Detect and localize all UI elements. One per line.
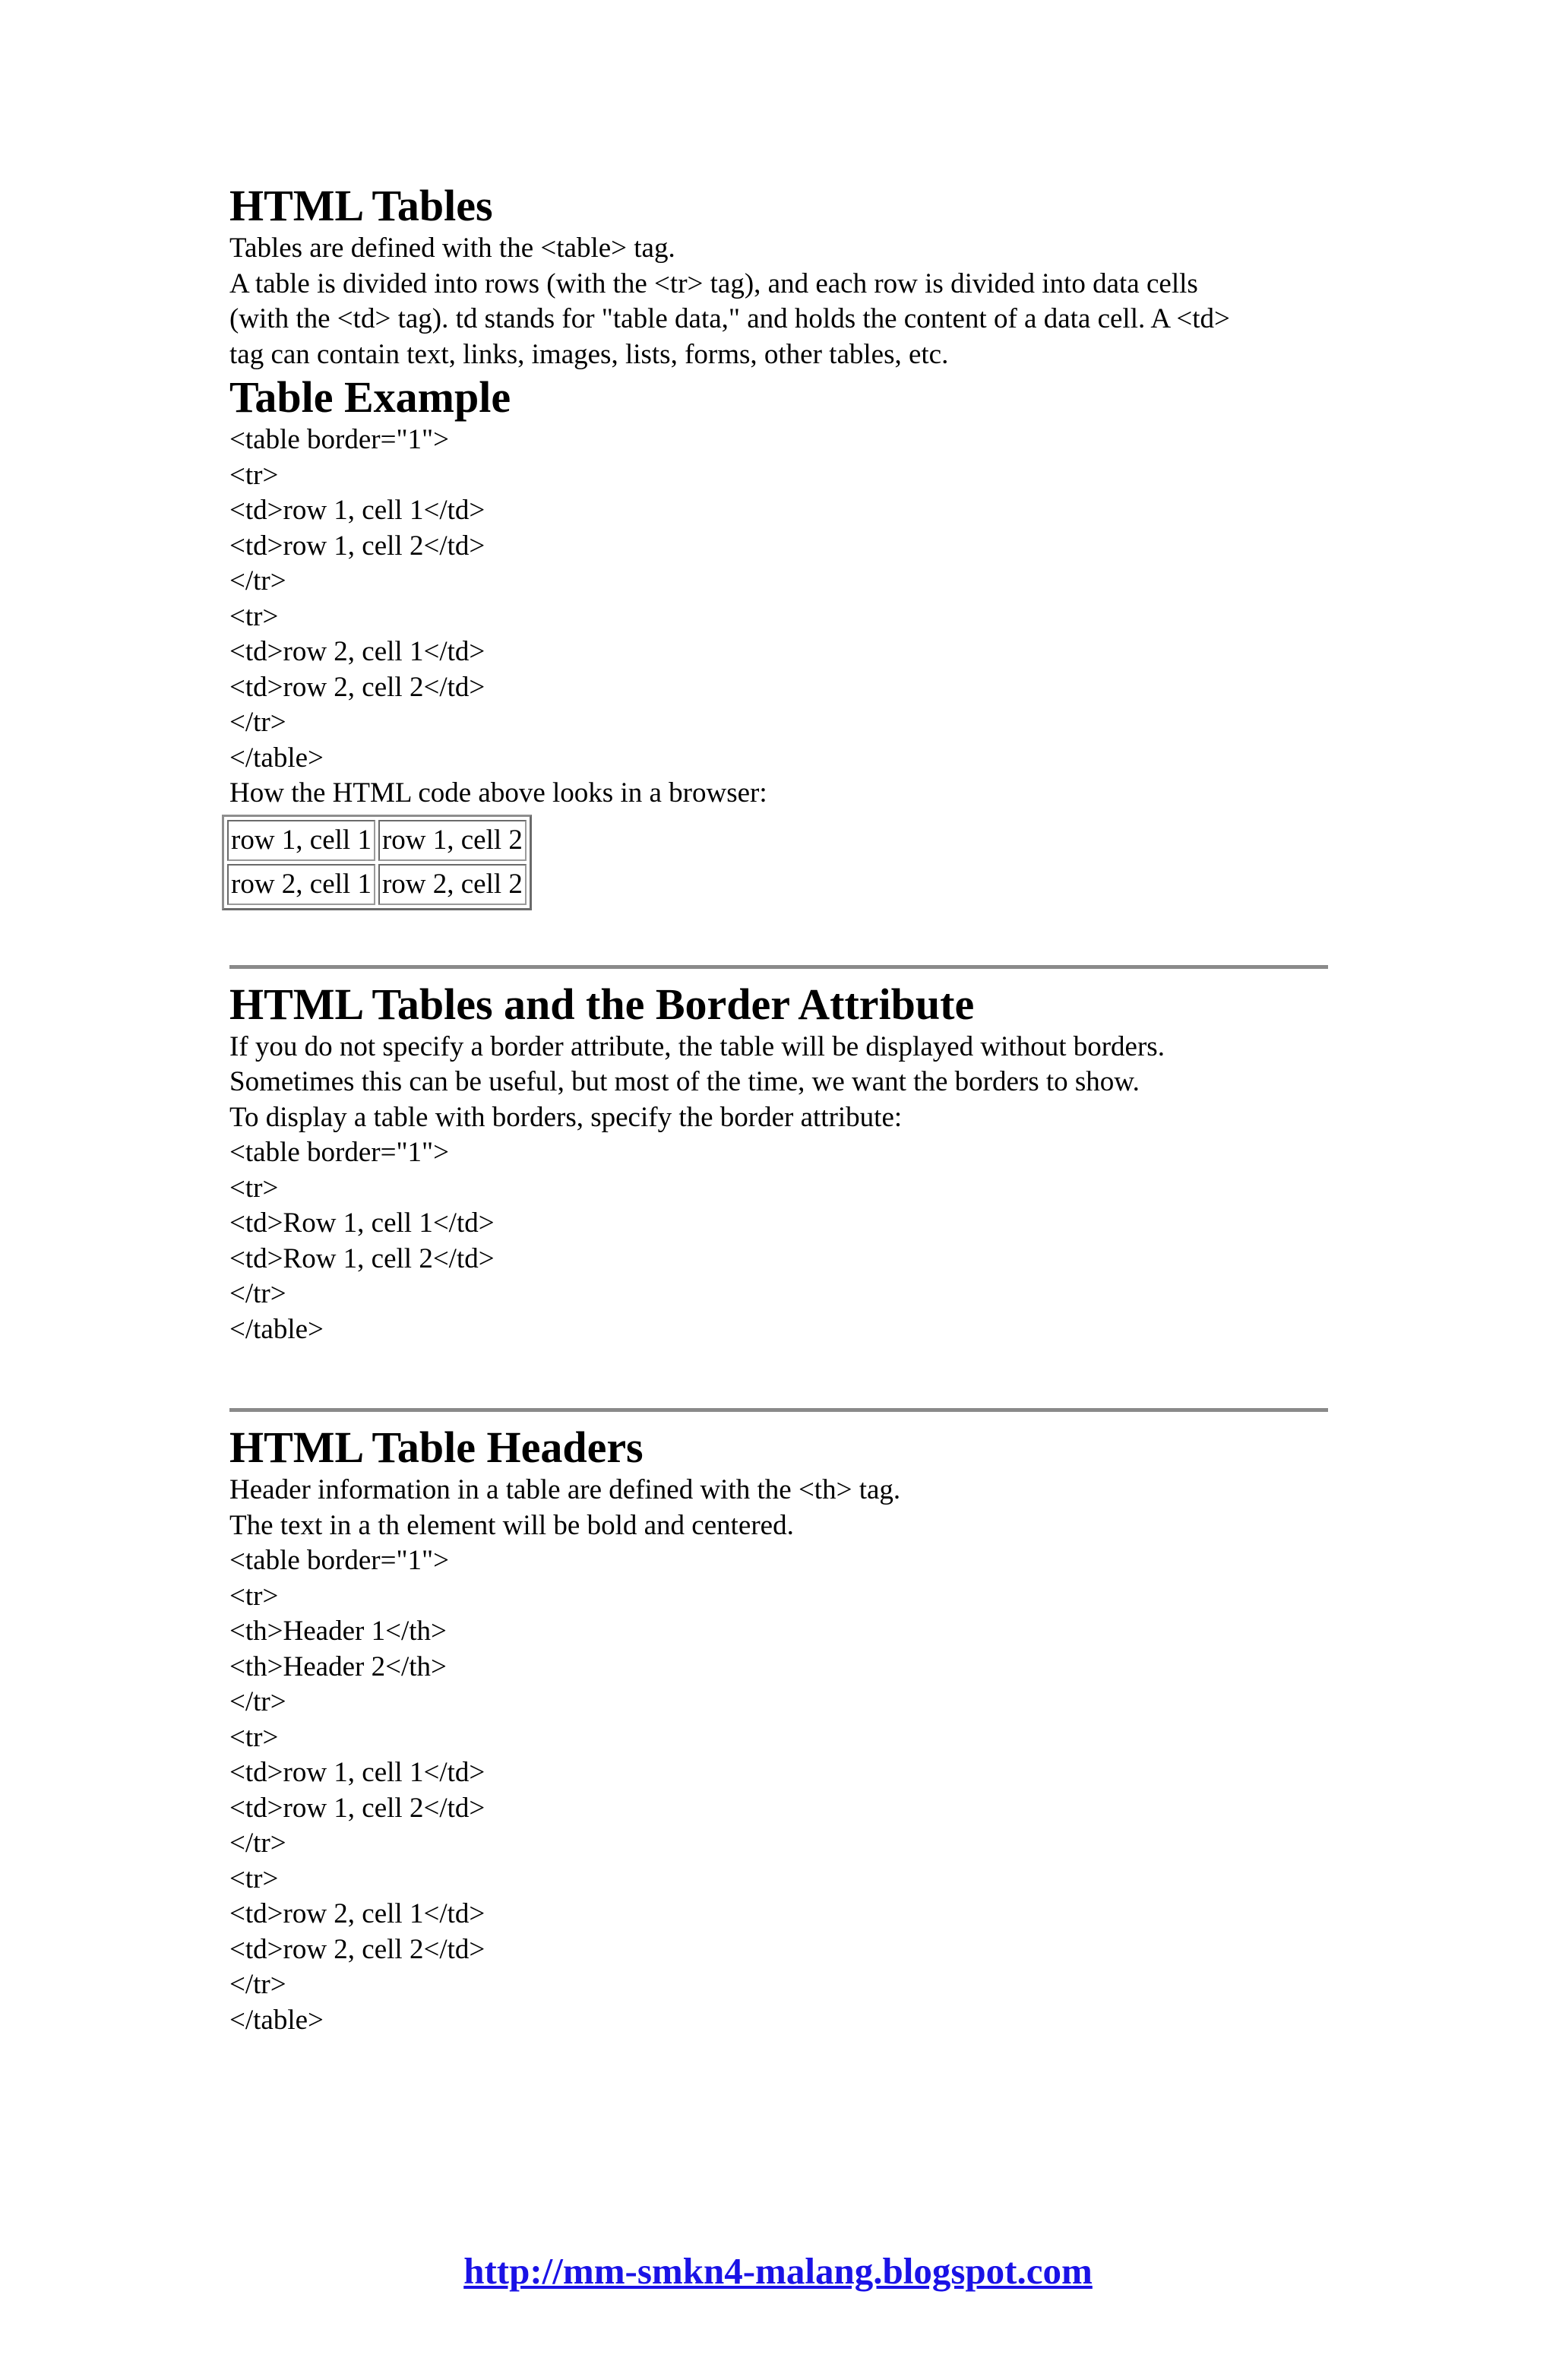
- footer: [0, 2249, 1556, 2293]
- code-line: <th>Header 1</th>: [229, 1616, 447, 1647]
- paragraph-line: Header information in a table are defined with the <th> tag.: [229, 1474, 901, 1505]
- table-caption: How the HTML code above looks in a browser:: [229, 777, 767, 809]
- document-page: [229, 181, 1328, 2038]
- code-line: </tr>: [229, 707, 286, 738]
- paragraph-line: The text in a th element will be bold and centered.: [229, 1509, 794, 1541]
- code-line: <tr>: [229, 1580, 279, 1612]
- paragraph-line: Sometimes this can be useful, but most of the time, we want the borders to show.: [229, 1066, 1140, 1097]
- code-line: </tr>: [229, 1686, 286, 1717]
- example-rendered-table: [222, 815, 532, 910]
- table-cell: row 2, cell 2: [378, 864, 527, 905]
- code-line: <td>row 2, cell 1</td>: [229, 636, 485, 667]
- code-line: </table>: [229, 2004, 324, 2036]
- code-line: <tr>: [229, 600, 279, 632]
- code-line: <table border="1">: [229, 1545, 450, 1576]
- code-line: <td>row 1, cell 1</td>: [229, 495, 485, 526]
- code-line: <table border="1">: [229, 1137, 450, 1168]
- code-line: <td>row 2, cell 2</td>: [229, 1933, 485, 1965]
- code-line: </table>: [229, 742, 324, 774]
- code-line: <td>row 1, cell 1</td>: [229, 1757, 485, 1788]
- paragraph-line: If you do not specify a border attribute, the table will be displayed without borders.: [229, 1030, 1165, 1062]
- table-cell: row 1, cell 1: [227, 820, 375, 861]
- heading-html-tables: HTML Tables: [229, 181, 493, 230]
- code-line: </tr>: [229, 1969, 286, 2000]
- heading-table-headers: HTML Table Headers: [229, 1423, 644, 1472]
- paragraph-line: tag can contain text, links, images, lists, forms, other tables, etc.: [229, 338, 949, 370]
- code-line: <tr>: [229, 459, 279, 491]
- heading-border-attribute: HTML Tables and the Border Attribute: [229, 979, 975, 1029]
- code-line: </tr>: [229, 1828, 286, 1859]
- code-line: <tr>: [229, 1863, 279, 1894]
- table-row: [227, 820, 527, 861]
- table-cell: row 2, cell 1: [227, 864, 375, 905]
- heading-table-example: Table Example: [229, 372, 511, 422]
- code-line: <th>Header 2</th>: [229, 1650, 447, 1682]
- table-row: [227, 864, 527, 905]
- table-cell: row 1, cell 2: [378, 820, 527, 861]
- code-line: </table>: [229, 1313, 324, 1345]
- code-line: <td>row 1, cell 2</td>: [229, 1792, 485, 1824]
- code-line: <td>Row 1, cell 1</td>: [229, 1207, 495, 1239]
- code-line: <td>Row 1, cell 2</td>: [229, 1242, 495, 1274]
- paragraph-line: A table is divided into rows (with the <tr> tag), and each row is divided into data cells: [229, 267, 1198, 299]
- paragraph-line: To display a table with borders, specify the border attribute:: [229, 1101, 903, 1133]
- code-line: <tr>: [229, 1721, 279, 1753]
- code-line: <table border="1">: [229, 424, 450, 455]
- code-line: <td>row 2, cell 1</td>: [229, 1898, 485, 1929]
- paragraph-line: Tables are defined with the <table> tag.: [229, 233, 675, 264]
- code-line: <tr>: [229, 1172, 279, 1204]
- paragraph-line: (with the <td> tag). td stands for "table data," and holds the content of a data cell. A <td>: [229, 303, 1230, 334]
- code-line: </tr>: [229, 1278, 286, 1309]
- code-line: </tr>: [229, 565, 286, 597]
- code-line: <td>row 2, cell 2</td>: [229, 671, 485, 703]
- code-line: <td>row 1, cell 2</td>: [229, 530, 485, 562]
- blog-link[interactable]: http://mm-smkn4-malang.blogspot.com: [463, 2250, 1093, 2292]
